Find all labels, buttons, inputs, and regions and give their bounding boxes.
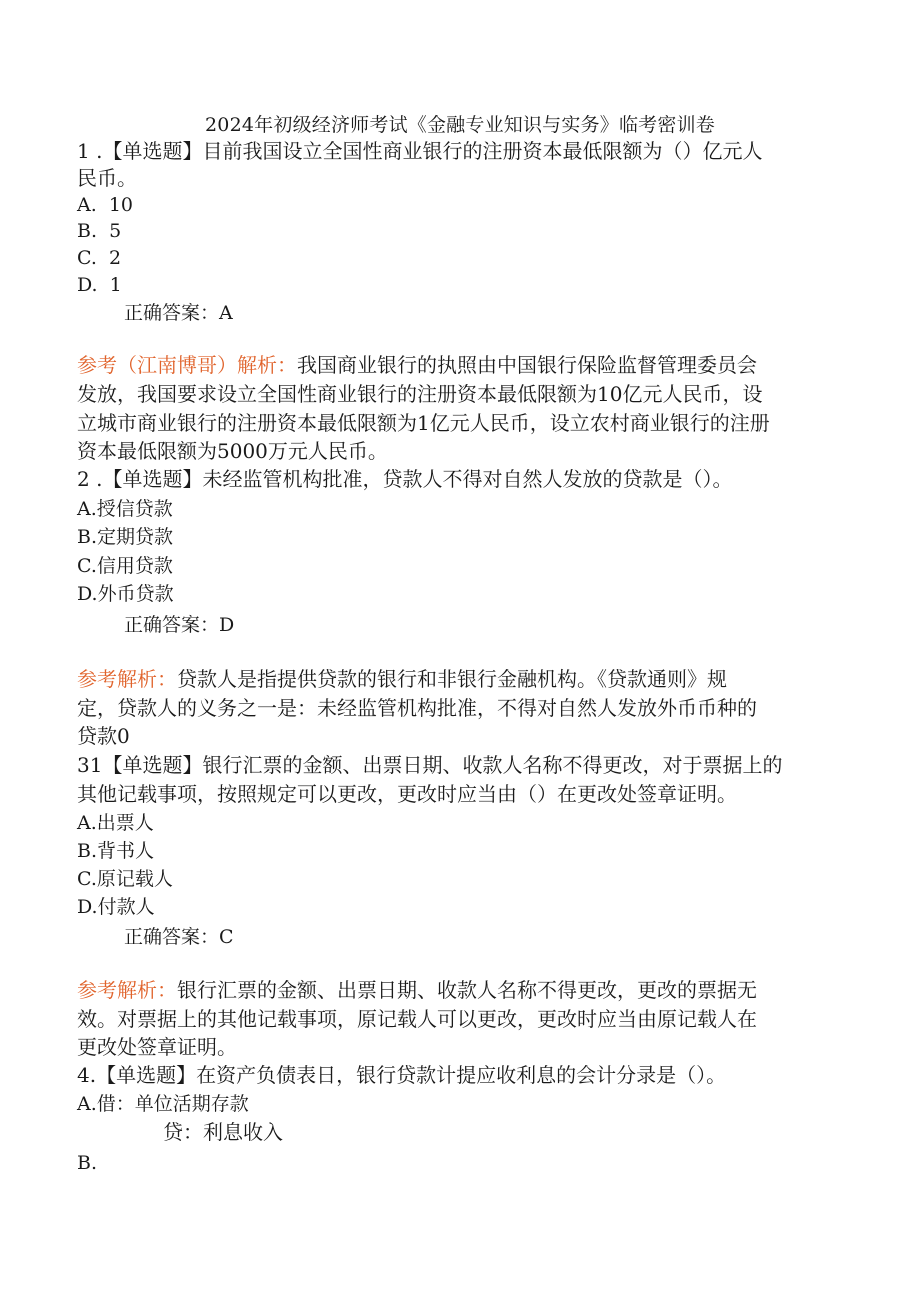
question-3-option-d: D.付款人	[77, 896, 155, 918]
question-3-explanation-text: 银行汇票的金额、出票日期、收款人名称不得更改，更改的票据无	[177, 978, 757, 1002]
question-1-explanation-line-1	[77, 352, 837, 379]
question-2-explanation-text: 贷款人是指提供贷款的银行和非银行金融机构。《贷款通则》规	[177, 667, 727, 691]
question-3-answer: 正确答案：C	[124, 926, 234, 948]
question-4-stem-line-1: 4.【单选题】在资产负债表日，银行贷款计提应收利息的会计分录是（）。	[77, 1063, 727, 1087]
question-1-explanation-line-3: 立城市商业银行的注册资本最低限额为1亿元人民币，设立农村商业银行的注册	[77, 411, 770, 435]
question-1-stem-line-2: 民币。	[77, 166, 137, 190]
question-3-explanation-line-2: 效。对票据上的其他记载事项，原记载人可以更改，更改时应当由原记载人在	[77, 1007, 757, 1031]
question-3-stem-line-1: 31【单选题】银行汇票的金额、出票日期、收款人名称不得更改，对于票据上的	[77, 753, 783, 777]
question-2-explanation-line-3: 贷款0	[77, 724, 130, 748]
question-2-option-b: B.定期贷款	[77, 526, 174, 548]
question-1-option-d: D. 1	[77, 274, 122, 296]
question-3-explanation-label: 参考解析：	[77, 978, 177, 1002]
question-2-explanation-line-1	[77, 666, 837, 693]
question-2-explanation-line-2: 定，贷款人的义务之一是：未经监管机构批准，不得对自然人发放外币币种的	[77, 696, 757, 720]
question-3-explanation-line-3: 更改处签章证明。	[77, 1035, 237, 1059]
question-1-answer: 正确答案：A	[124, 302, 233, 324]
question-2-explanation-label: 参考解析：	[77, 667, 177, 691]
question-4-option-a-credit: 贷：利息收入	[163, 1120, 283, 1144]
question-3-option-b: B.背书人	[77, 840, 155, 862]
question-4-option-b: B.	[77, 1152, 98, 1174]
question-2-option-d: D.外币贷款	[77, 583, 174, 605]
question-3-explanation-line-1	[77, 977, 837, 1004]
question-3-option-c: C.原记载人	[77, 868, 173, 890]
question-1-option-b: B. 5	[77, 220, 122, 242]
question-3-stem-line-2: 其他记载事项，按照规定可以更改，更改时应当由（）在更改处签章证明。	[77, 782, 737, 806]
question-4-option-a: A.借：单位活期存款	[77, 1093, 249, 1115]
question-1-option-a: A. 10	[77, 194, 134, 216]
question-2-option-c: C.信用贷款	[77, 555, 173, 577]
question-1-explanation-line-4: 资本最低限额为5000万元人民币。	[77, 439, 388, 463]
question-1-stem-line-1: 1 .【单选题】目前我国设立全国性商业银行的注册资本最低限额为（）亿元人	[77, 139, 763, 163]
question-1-explanation-label: 参考（江南博哥）解析：	[77, 353, 297, 377]
question-3-option-a: A.出票人	[77, 812, 154, 834]
question-1-explanation-line-2: 发放，我国要求设立全国性商业银行的注册资本最低限额为10亿元人民币，设	[77, 382, 763, 406]
question-2-option-a: A.授信贷款	[77, 498, 173, 520]
question-1-explanation-text: 我国商业银行的执照由中国银行保险监督管理委员会	[297, 353, 757, 377]
document-title: 2024年初级经济师考试《金融专业知识与实务》临考密训卷	[205, 114, 715, 136]
question-2-answer: 正确答案：D	[124, 614, 235, 636]
question-2-stem-line-1: 2 .【单选题】未经监管机构批准，贷款人不得对自然人发放的贷款是（）。	[77, 467, 733, 491]
question-1-option-c: C. 2	[77, 247, 122, 269]
